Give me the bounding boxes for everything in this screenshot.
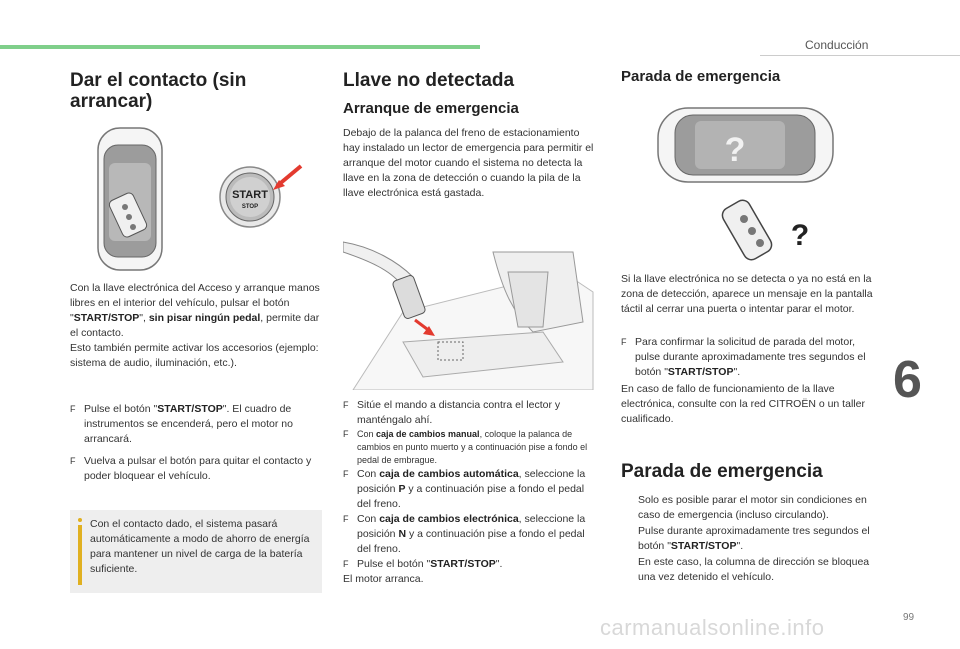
emergency-start-steps [343, 398, 601, 587]
list-item: F Con caja de cambios automática, seleccione la posición P y a continuación pise a fondo el pedal del freno. [343, 468, 586, 510]
chapter-rule [760, 55, 960, 56]
list-item: F Para confirmar la solicitud de parada del motor, pulse durante aproximadamente tres segundos el botón "START/STOP". [621, 336, 866, 378]
watermark: carmanualsonline.info [600, 615, 825, 640]
list-item: F Pulse el botón "START/STOP". [343, 558, 503, 570]
malfunction-paragraph: En caso de fallo de funcionamiento de la llave electrónica, consulte con la red CITROËN o un taller cualificado. [621, 383, 865, 425]
list-item: F Con caja de cambios manual, coloque la palanca de cambios en punto muerto y a continuación pise a fondo el pedal de embrague. [343, 429, 588, 465]
list-item: F Pulse el botón "START/STOP". El cuadro de instrumentos se encenderá, pero el motor no arrancará. [70, 403, 293, 445]
start-stop-button-illustration [215, 160, 307, 230]
emergency-stop-paragraph-3: En este caso, la columna de dirección se bloquea una vez detenido el vehículo. [638, 556, 870, 583]
start-label: START [232, 189, 268, 201]
info-note [70, 510, 322, 593]
section-title-emergency-stop-2: Parada de emergencia [621, 461, 823, 482]
question-mark-car: ? [724, 131, 746, 169]
stop-label: STOP [241, 204, 259, 210]
emergency-stop-paragraph-2: Pulse durante aproximadamente tres segundos el botón "START/STOP". [638, 525, 870, 552]
list-item: F Con caja de cambios electrónica, seleccione la posición N y a continuación pise a fondo el pedal del freno. [343, 513, 586, 555]
list-item: F Vuelva a pulsar el botón para quitar el contacto y poder bloquear el vehículo. [70, 455, 312, 482]
info-icon [78, 518, 82, 586]
section-title-ignition: Dar el contacto (sin arrancar) [70, 70, 247, 112]
car-top-view-illustration [655, 105, 840, 185]
emergency-stop-paragraph-1: Solo es posible parar el motor sin condiciones en caso de emergencia (incluso circulando). [638, 494, 867, 521]
emergency-reader-illustration [343, 232, 599, 390]
ignition-bullets [70, 402, 320, 484]
engine-starts-text: El motor arranca. [343, 573, 424, 585]
list-item: F Sitúe el mando a distancia contra el lector y manténgalo ahí. [343, 399, 561, 426]
section-title-key-not-detected: Llave no detectada [343, 70, 515, 91]
chapter-number: 6 [893, 351, 922, 409]
info-note-text: Con el contacto dado, el sistema pasará automáticamente a modo de ahorro de energía para mantener un nivel de carga de la batería suficiente. [90, 518, 310, 575]
header-accent-bar [0, 45, 480, 49]
chapter-title: Conducción [805, 38, 869, 52]
car-key-illustration [95, 125, 165, 273]
key-not-detected-paragraph: Si la llave electrónica no se detecta o ya no está en la zona de detección, aparece un mensaje en la pantalla táctil al cerrar una puerta o intentar parar el motor. [621, 273, 873, 315]
key-fob-illustration [720, 195, 815, 263]
emergency-start-paragraph: Debajo de la palanca del freno de estacionamiento hay instalado un lector de emergencia para permitir el arranque del motor cuando el sistema no detecta la llave en la zona de detección o cuando la pila de la llave electrónica está gastada. [343, 127, 594, 199]
page-number: 99 [903, 612, 915, 623]
subsection-emergency-start: Arranque de emergencia [343, 100, 519, 117]
ignition-paragraph: Con la llave electrónica del Acceso y arranque manos libres en el interior del vehículo, pulsar el botón "START/STOP", sin pisar ningún pedal, permite dar el contacto. [70, 282, 320, 339]
section-title-emergency-stop: Parada de emergencia [621, 68, 781, 85]
emergency-stop-bullet [621, 335, 876, 380]
accessories-paragraph: Esto también permite activar los accesorios (ejemplo: sistema de audio, iluminación, etc.). [70, 342, 319, 369]
question-mark-key: ? [790, 219, 810, 252]
